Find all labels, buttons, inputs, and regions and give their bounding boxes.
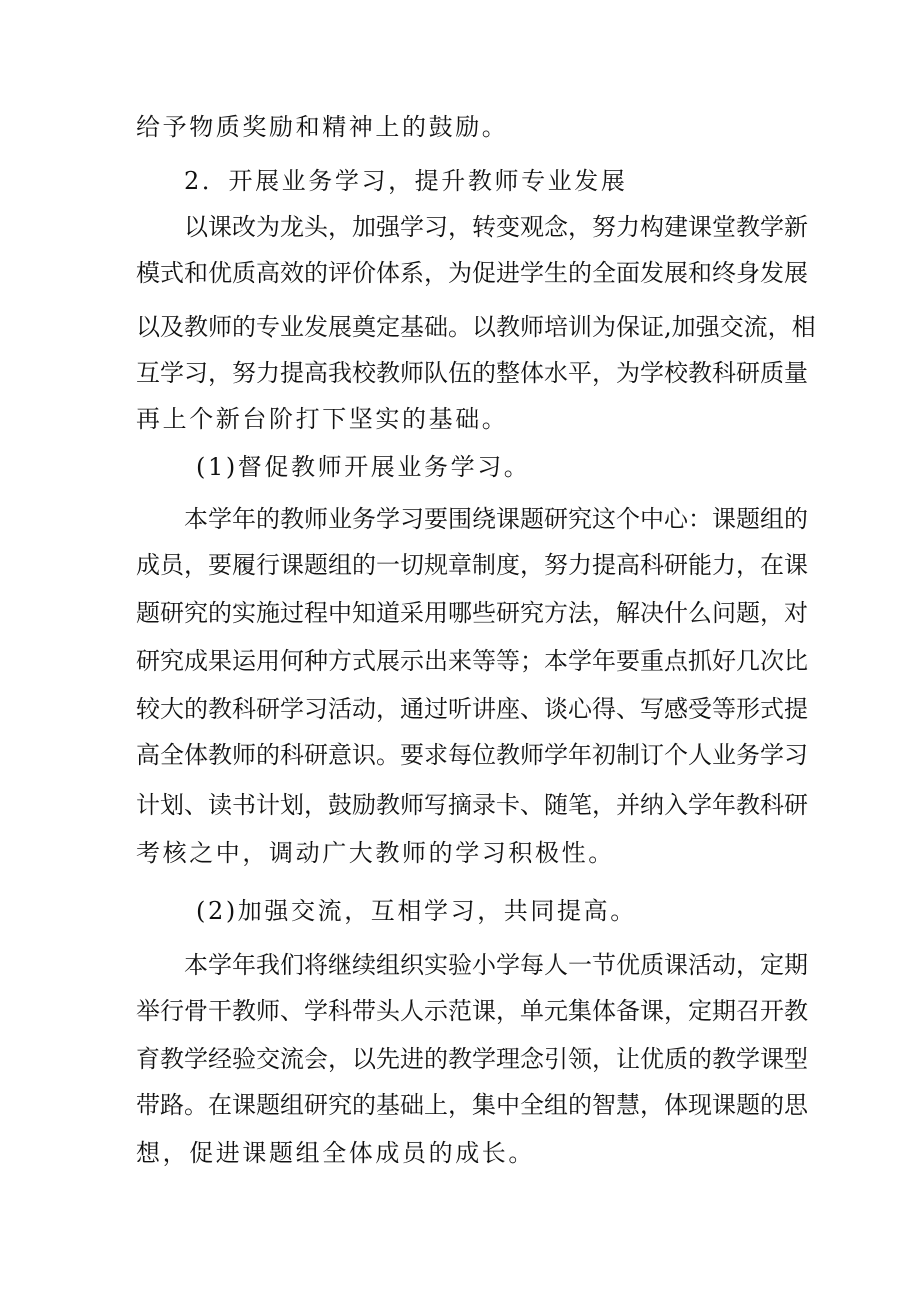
- section-heading: 2．开展业务学习，提升教师专业发展: [184, 167, 628, 195]
- paragraph-line: 计划、读书计划，鼓励教师写摘录卡、随笔，并纳入学年教科研: [136, 791, 808, 819]
- paragraph-line: 研究成果运用何种方式展示出来等等；本学年要重点抓好几次比: [136, 647, 808, 675]
- paragraph-line: 较大的教科研学习活动，通过听讲座、谈心得、写感受等形式提: [136, 695, 808, 723]
- paragraph-line: 本学年的教师业务学习要围绕课题研究这个中心：课题组的: [184, 505, 808, 533]
- paragraph-line: 再上个新台阶打下坚实的基础。: [136, 405, 509, 433]
- paragraph-line: 模式和优质高效的评价体系，为促进学生的全面发展和终身发展: [136, 259, 808, 287]
- paragraph-line: 题研究的实施过程中知道采用哪些研究方法，解决什么问题，对: [136, 599, 808, 627]
- paragraph-line: 育教学经验交流会，以先进的教学理念引领，让优质的教学课型: [136, 1045, 808, 1073]
- paragraph-line: 互学习，努力提高我校教师队伍的整体水平，为学校教科研质量: [136, 359, 808, 387]
- paragraph-line: 以及教师的专业发展奠定基础。以教师培训为保证,加强交流，相: [136, 313, 816, 341]
- paragraph-line: 以课改为龙头，加强学习，转变观念，努力构建课堂教学新: [184, 213, 808, 241]
- paragraph-line: 高全体教师的科研意识。要求每位教师学年初制订个人业务学习: [136, 741, 808, 769]
- paragraph-line: 本学年我们将继续组织实验小学每人一节优质课活动，定期: [184, 951, 808, 979]
- paragraph-line: 考核之中，调动广大教师的学习积极性。: [136, 839, 615, 867]
- paragraph-line: 带路。在课题组研究的基础上，集中全组的智慧，体现课题的思: [136, 1091, 808, 1119]
- subsection-heading: (1)督促教师开展业务学习。: [196, 453, 531, 481]
- subsection-heading: (2)加强交流，互相学习，共同提高。: [196, 897, 637, 925]
- paragraph-line: 想，促进课题组全体成员的成长。: [136, 1139, 535, 1167]
- paragraph-line: 给予物质奖励和精神上的鼓励。: [136, 113, 509, 141]
- paragraph-line: 举行骨干教师、学科带头人示范课，单元集体备课，定期召开教: [136, 997, 808, 1025]
- paragraph-line: 成员，要履行课题组的一切规章制度，努力提高科研能力，在课: [136, 551, 808, 579]
